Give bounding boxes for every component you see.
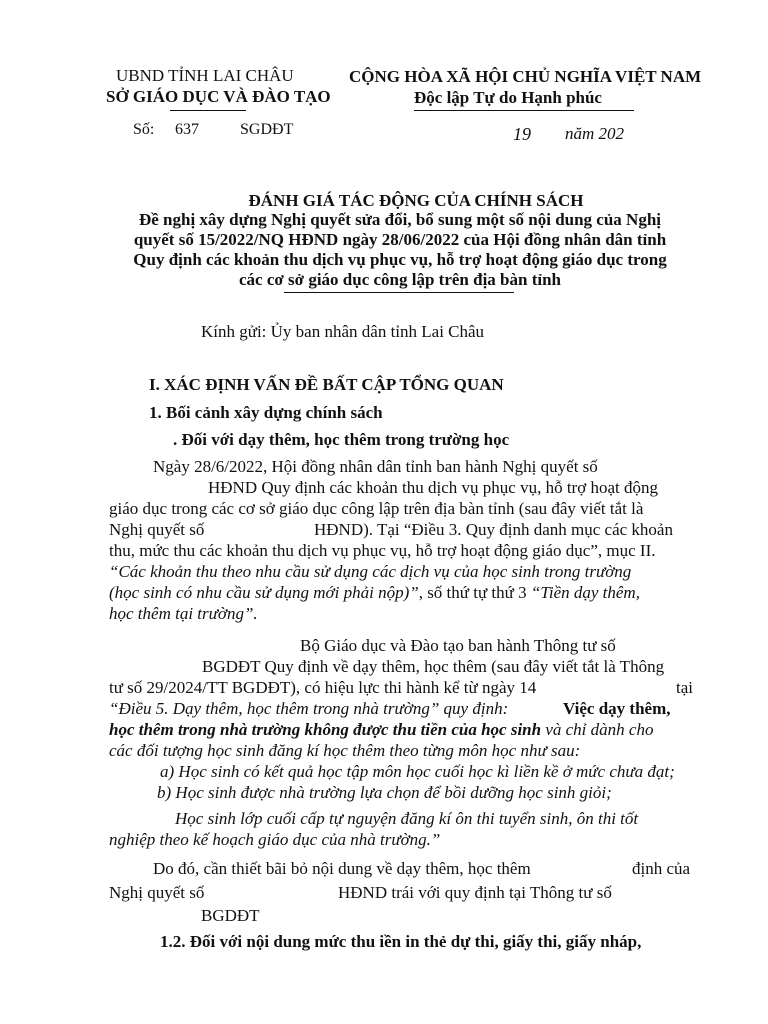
p2-item-a: a) Học sinh có kết quả học tập môn học cuối học kì liền kề ở mức chưa đạt;: [160, 762, 675, 781]
p2-line-2: BGDĐT Quy định về dạy thêm, học thêm (sau đây viết tắt là Thông: [202, 657, 665, 676]
p2-line-5a: học thêm trong nhà trường không được thu tiền của học sinh: [109, 720, 542, 739]
header-left-bottom: SỞ GIÁO DỤC VÀ ĐÀO TẠO: [106, 87, 331, 106]
doc-number-label: Số:: [133, 121, 155, 138]
p2-line-3b: tại: [676, 678, 693, 697]
header-right-bottom: Độc lập Tự do Hạnh phúc: [414, 88, 602, 107]
doc-day: 19: [513, 124, 531, 144]
p1-line-1: Ngày 28/6/2022, Hội đồng nhân dân tỉnh ban hành Nghị quyết số: [153, 457, 598, 476]
title-line-3: Quy định các khoản thu dịch vụ phục vụ, hỗ trợ hoạt động giáo dục trong: [133, 250, 667, 269]
p1-line-5: thu, mức thu các khoản thu dịch vụ phục vụ, hỗ trợ hoạt động giáo dục”, mục II.: [109, 541, 656, 560]
subsection-1-2: 1.2. Đối với nội dung mức thu iền in thẻ dự thi, giấy thi, giấy nháp,: [160, 932, 642, 951]
p1-line-7a: (học sinh có nhu cầu sử dụng mới phải nộp)”: [109, 583, 419, 602]
p1-line-4b: HĐND). Tại “Điều 3. Quy định danh mục các khoản: [314, 520, 673, 539]
p1-line-7b: , số thứ tự thứ 3: [418, 583, 531, 602]
p2-item-b: b) Học sinh được nhà trường lựa chọn để bồi dưỡng học sinh giỏi;: [157, 783, 612, 802]
p3-line-2b: HĐND trái với quy định tại Thông tư số: [338, 883, 612, 902]
doc-number: 637: [175, 121, 199, 138]
p1-line-3: giáo dục trong các cơ sở giáo dục công lập trên địa bàn tỉnh (sau đây viết tắt là: [109, 499, 644, 518]
p1-line-4a: Nghị quyết số: [109, 520, 205, 539]
subsection-heading: 1. Bối cảnh xây dựng chính sách: [149, 403, 383, 422]
p2-line-4a: “Điều 5. Dạy thêm, học thêm trong nhà trường” quy định:: [109, 699, 509, 718]
section-heading: I. XÁC ĐỊNH VẤN ĐỀ BẤT CẬP TỔNG QUAN: [149, 375, 504, 394]
title-line-2: quyết số 15/2022/NQ HĐND ngày 28/06/2022 của Hội đồng nhân dân tỉnh: [133, 230, 667, 249]
p2-line-3a: tư số 29/2024/TT BGDĐT), có hiệu lực thi hành kể từ ngày 14: [109, 678, 537, 697]
header-left-top: UBND TỈNH LAI CHÂU: [116, 66, 294, 85]
p2-line-5b: và chỉ dành cho: [541, 720, 654, 739]
p2-line-5: [109, 720, 653, 740]
recipient: Kính gửi: Ủy ban nhân dân tỉnh Lai Châu: [201, 322, 485, 341]
p2-item-c: Học sinh lớp cuối cấp tự nguyện đăng kí ôn thi tuyển sinh, ôn thi tốt: [175, 809, 639, 828]
header-right-underline: [414, 110, 634, 111]
p3-line-1b: định của: [632, 859, 691, 878]
p2-line-6: các đối tượng học sinh đăng kí học thêm theo từng môn học như sau:: [109, 741, 581, 760]
p1-line-7c: “Tiền dạy thêm,: [530, 583, 640, 602]
title-underline: [284, 292, 514, 293]
title-line-1: Đề nghị xây dựng Nghị quyết sửa đổi, bổ sung một số nội dung của Nghị: [138, 210, 662, 229]
p2-line-4b: Việc dạy thêm,: [563, 699, 671, 718]
header-right-top: CỘNG HÒA XÃ HỘI CHỦ NGHĨA VIỆT NAM: [349, 67, 702, 86]
subsubsection-heading: . Đối với dạy thêm, học thêm trong trường học: [173, 430, 510, 449]
p1-line-8: học thêm tại trường”.: [109, 604, 258, 623]
p3-line-3: BGDĐT: [201, 906, 260, 925]
p2-line-last: nghiệp theo kế hoạch giáo dục của nhà trường.”: [109, 830, 441, 849]
p1-line-6: “Các khoản thu theo nhu cầu sử dụng các dịch vụ của học sinh trong trường: [109, 562, 632, 581]
p1-line-7: [109, 583, 640, 603]
doc-code: SGDĐT: [240, 121, 294, 138]
p3-line-1a: Do đó, cần thiết bãi bỏ nội dung về dạy thêm, học thêm: [153, 859, 531, 878]
header-left-underline: [170, 110, 246, 111]
doc-year: năm 202: [565, 124, 625, 143]
p2-line-1: Bộ Giáo dục và Đào tạo ban hành Thông tư số: [300, 636, 616, 655]
p1-line-2: HĐND Quy định các khoản thu dịch vụ phục vụ, hỗ trợ hoạt động: [208, 478, 658, 497]
title-line-4: các cơ sở giáo dục công lập trên địa bàn tỉnh: [238, 270, 562, 289]
p3-line-2a: Nghị quyết số: [109, 883, 205, 902]
doc-title: ĐÁNH GIÁ TÁC ĐỘNG CỦA CHÍNH SÁCH: [248, 191, 584, 210]
